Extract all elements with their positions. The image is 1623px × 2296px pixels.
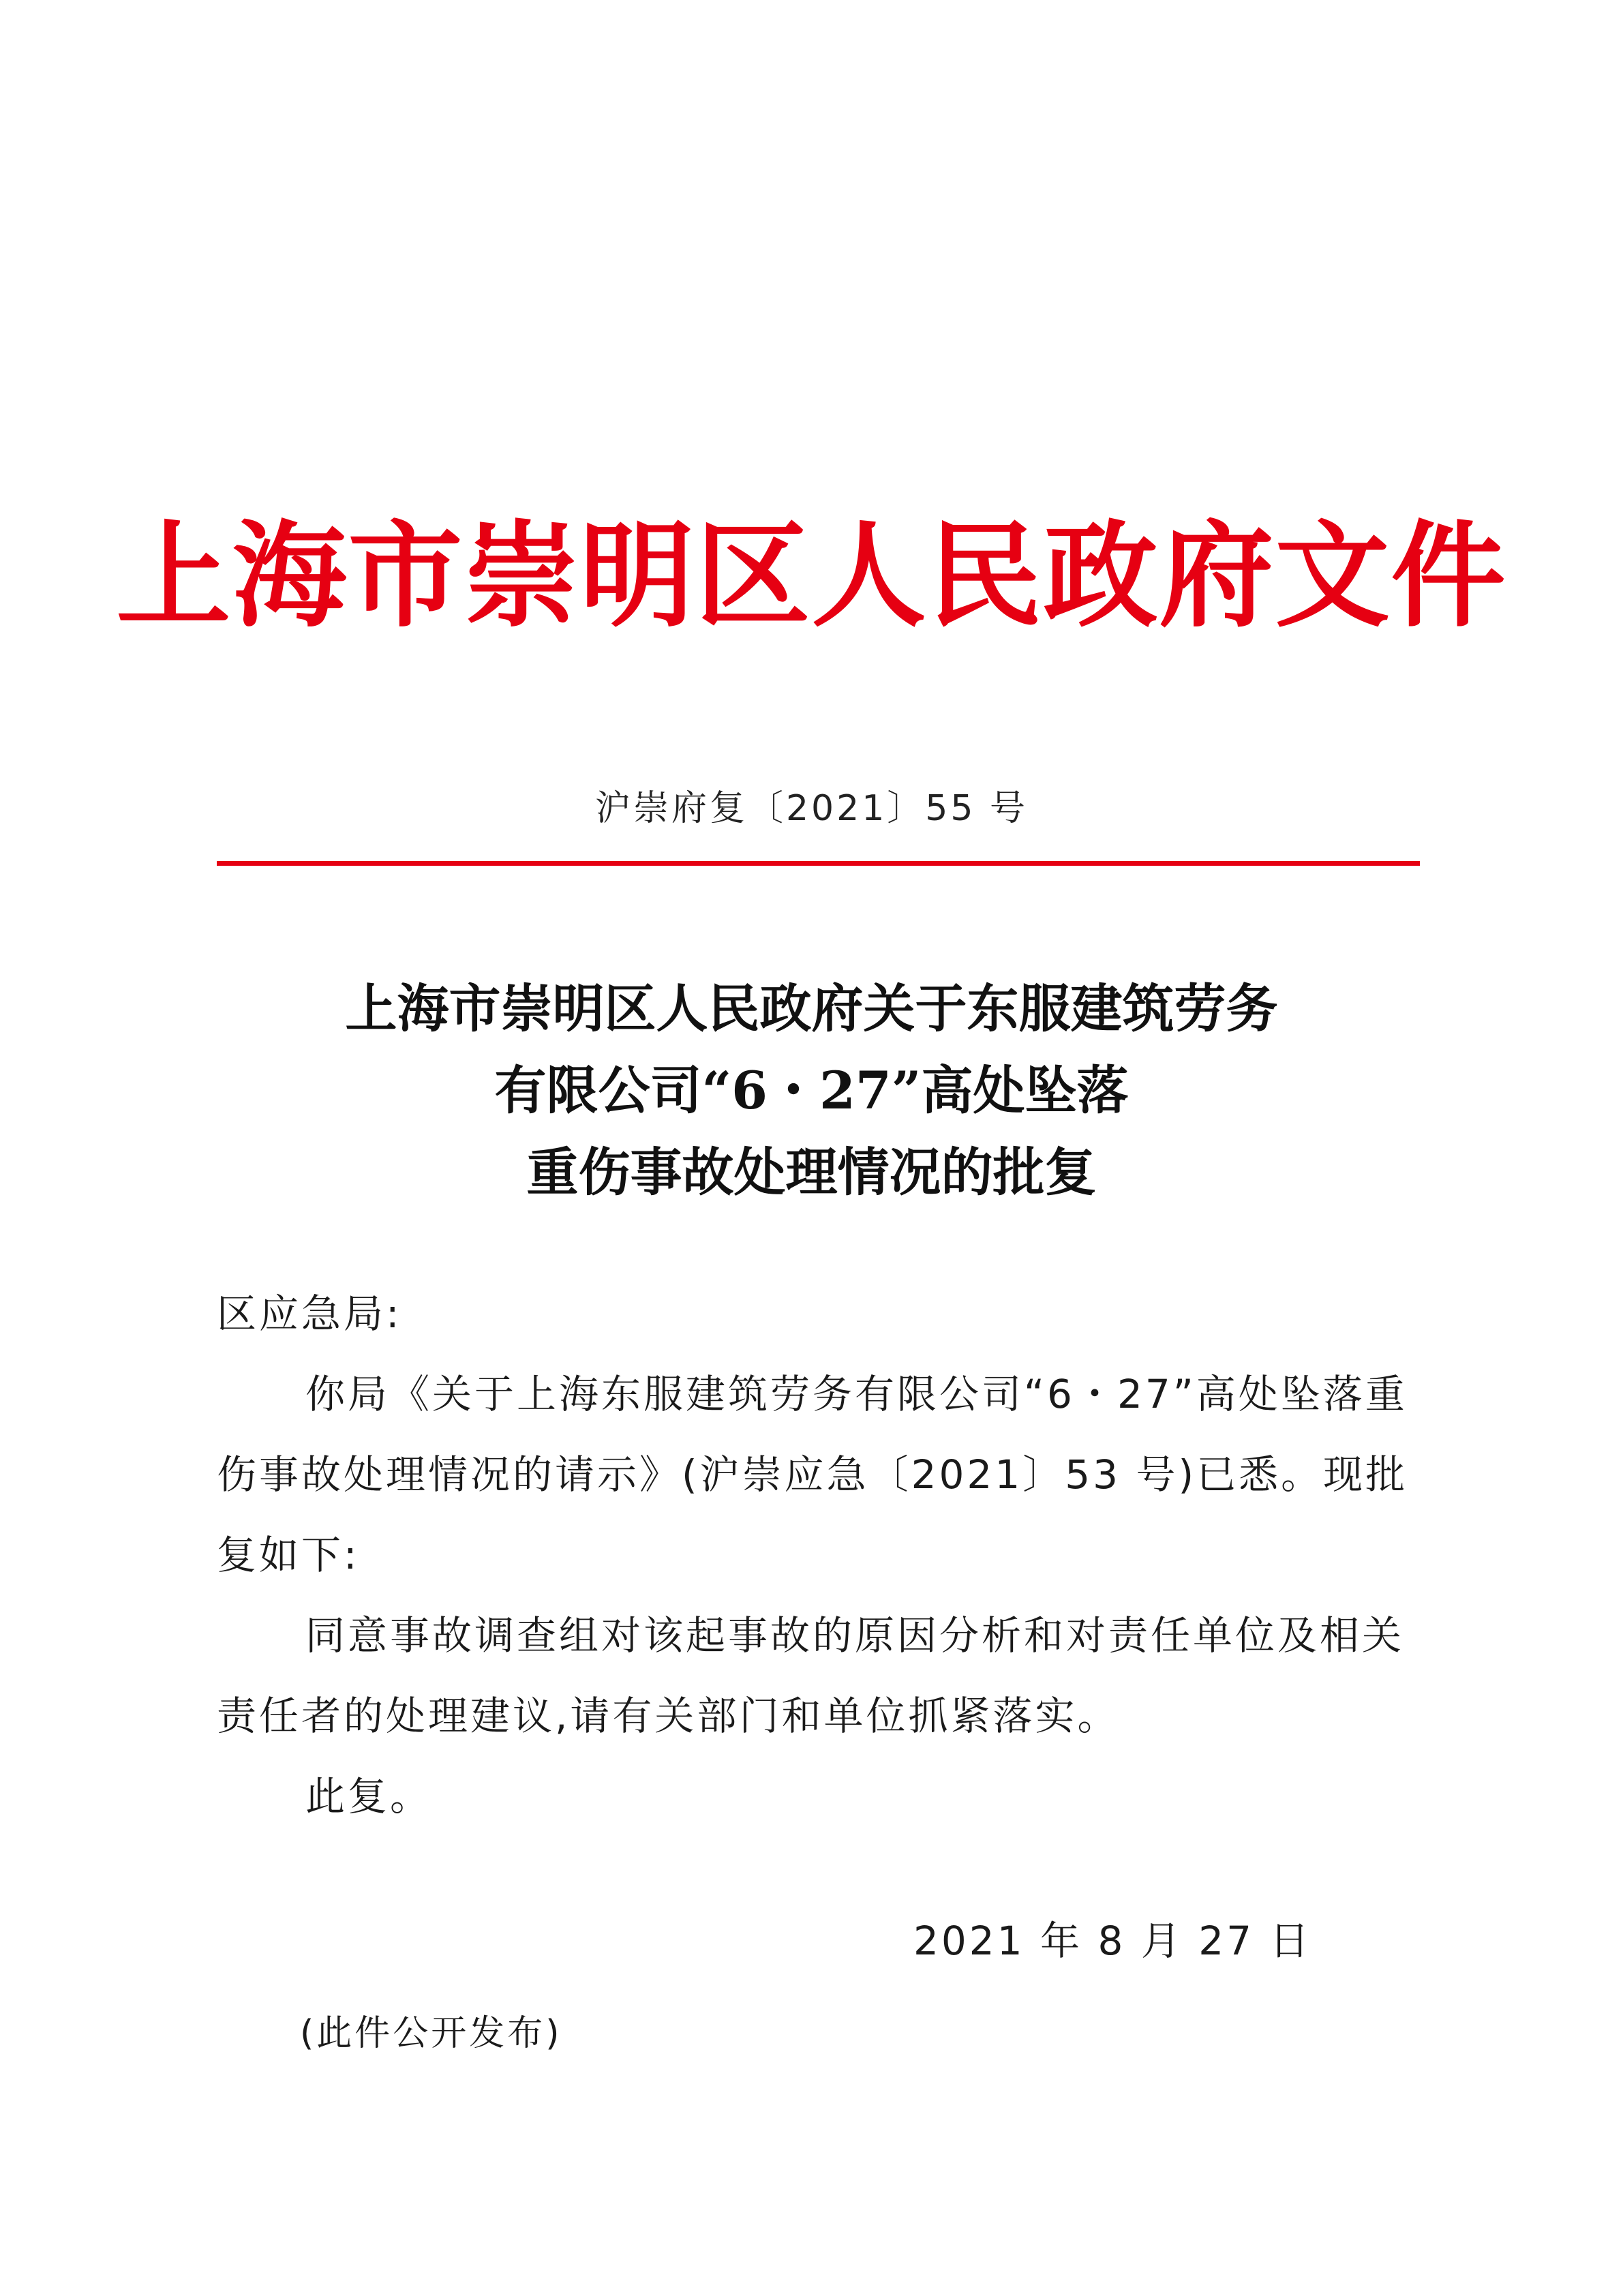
paragraph-request-reference: 你局《关于上海东服建筑劳务有限公司“6・27”高处坠落重伤事故处理情况的请示》(沪崇应急〔2021〕53 号)已悉。现批复如下: xyxy=(217,1371,1408,1578)
paragraph-approval: 同意事故调查组对该起事故的原因分析和对责任单位及相关责任者的处理建议,请有关部门和单位抓紧落实。 xyxy=(217,1612,1405,1739)
issue-date: 2021 年 8 月 27 日 xyxy=(913,1918,1312,1964)
document-number: 沪崇府复〔2021〕55 号 xyxy=(594,788,1029,829)
document-title xyxy=(0,968,1623,1213)
addressee: 区应急局: xyxy=(217,1290,402,1337)
title-line-2: 有限公司“6・27”高处坠落 xyxy=(494,1060,1129,1121)
paragraph-closing: 此复。 xyxy=(305,1773,433,1819)
red-divider-line xyxy=(217,861,1420,866)
issuer-title: 上海市崇明区人民政府文件 xyxy=(116,508,1507,643)
title-line-1: 上海市崇明区人民政府关于东服建筑劳务 xyxy=(345,978,1278,1039)
title-line-3: 重伤事故处理情况的批复 xyxy=(526,1142,1097,1203)
publication-note: (此件公开发布) xyxy=(300,2013,562,2054)
